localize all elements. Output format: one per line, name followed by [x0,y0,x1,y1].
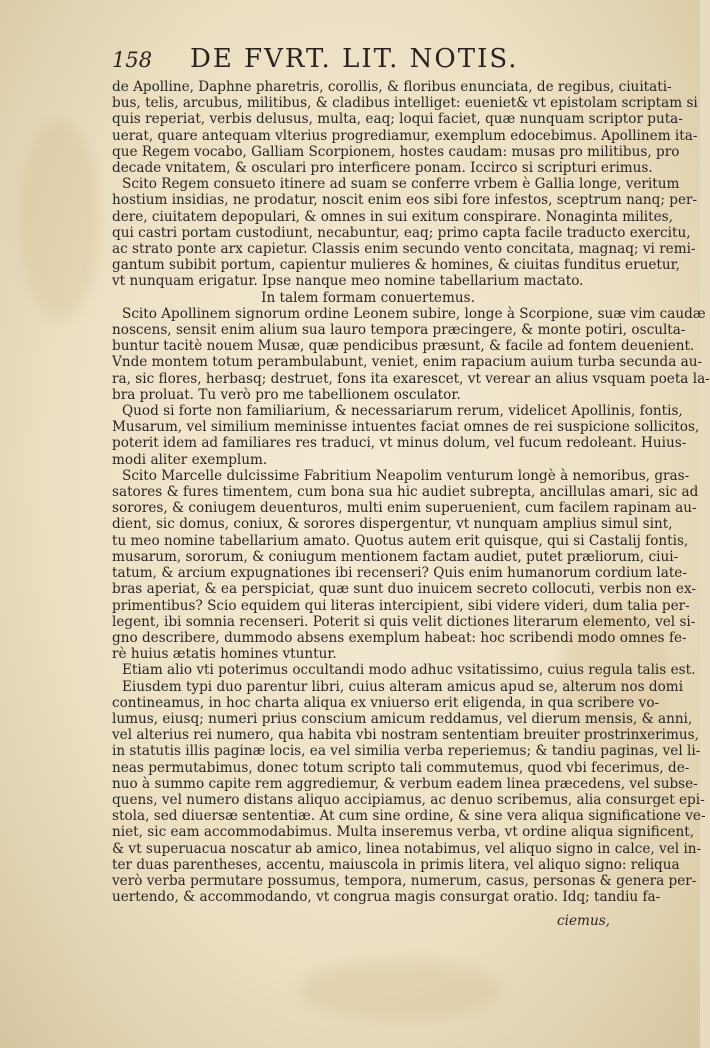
text-line: gantum subibit portum, capientur mulieres & homines, & ciuitas funditus eruetur, [112,257,680,274]
text-line: vt nunquam erigatur. Ipse nanque meo nomine tabellarium mactato. [112,273,584,290]
text-line: vel alterius rei numero, qua habita vbi nostram sententiam breuiter prostrinxerimus, [112,727,699,744]
text-line: ra, sic flores, herbasq; destruet, fons ita exarescet, vt verear an alius vsquam poeta la- [112,370,710,387]
text-line: stola, sed diuersæ sententiæ. At cum sine ordine, & sine vera aliqua significatione ve- [112,808,706,825]
text-line: de Apolline, Daphne pharetris, corollis, & floribus enunciata, de regibus, ciuitati- [112,79,672,95]
text-line: niet, sic eam accommodabimus. Multa inseremus verba, vt ordine aliqua significent, [112,824,695,841]
text-line: ac strato ponte arx capietur. Classis enim secundo vento concitata, magnaq; vi remi- [112,241,696,258]
text-line: Scito Apollinem signorum ordine Leonem subire, longe à Scorpione, suæ vim caudæ [122,305,706,322]
text-line: lumus, eiusq; numeri prius conscium amicum reddamus, vel dierum mensis, & anni, [112,710,693,727]
text-line: primentibus? Scio equidem qui literas intercipient, sibi videre videri, dum talia per- [112,597,690,614]
text-line: poterit idem ad familiares res traduci, vt minus dolum, vel fucum redoleant. Huius- [112,435,687,452]
text-line: quis reperiat, verbis delusus, multa, eaq; loqui faciet, quæ nunquam scriptor puta- [112,111,683,128]
text-line: nuo à summo capite rem aggrediemur, & verbum eadem linea præcedens, vel subse- [112,775,698,792]
text-line: qui castri portam custodiunt, necabuntur, eaq; primo capta facile traducto exercitu, [112,224,691,241]
text-line: ter duas parentheses, accentu, maiuscola in primis litera, vel aliquo signo: reliqua [112,856,680,873]
text-line: in statutis illis paginæ locis, ea vel similia verba reperiemus; & tandiu paginas, vel li- [112,743,701,760]
text-line: dere, ciuitatem depopulari, & omnes in sui exitum conspirare. Nonaginta milites, [112,208,673,225]
running-title: DE FVRT. LIT. NOTIS. [190,44,519,74]
text-line: uerat, quare antequam vlterius progrediamur, exemplum edocebimus. Apollinem ita- [112,127,698,144]
text-line: satores & fures timentem, cum bona sua hic audiet subrepta, ancillulas amari, sic ad [112,484,699,501]
paper-stain [300,960,500,1020]
text-line: bus, telis, arcubus, militibus, & cladibus intelliget: eueniet& vt epistolam scriptam si [112,95,698,112]
text-line: tu meo nomine tabellarium amato. Quotus autem erit quisque, qui si Castalij fontis, [112,532,689,549]
text-line: decade vnitatem, & osculari pro interficere ponam. Iccirco si scripturi erimus. [112,160,653,177]
text-line: rè huius ætatis homines vtuntur. [112,646,337,663]
text-line: bra proluat. Tu verò pro me tabellionem osculator. [112,386,461,403]
text-line: uertendo, & accommodando, vt congrua magis consurgat oratio. Idq; tandiu fa- [112,889,661,906]
text-line: bras aperiat, & ea perspiciat, quæ sunt duo inuicem secreto collocuti, verbis non ex- [112,581,696,598]
text-line: Etiam alio vti poterimus occultandi modo adhuc vsitatissimo, cuius regula talis est. [122,662,696,679]
text-line: quens, vel numero distans aliquo accipiamus, ac denuo scribemus, alia consurget epi- [112,791,705,808]
page-header [112,44,592,78]
text-line: musarum, sororum, & coniugum mentionem factam audiet, putet præliorum, ciui- [112,548,679,565]
text-line: gno describere, dummodo absens exemplum habeat: hoc scribendi modo omnes fe- [112,629,687,646]
text-line: Scito Marcelle dulcissime Fabritium Neapolim venturum longè à nemoribus, gras- [122,467,690,484]
text-line: Eiusdem typi duo parentur libri, cuius alteram amicus apud se, alterum nos domi [122,678,684,695]
text-line: Musarum, vel similium meminisse intuentes faciat omnes de rei suspicione sollicitos, [112,419,700,436]
body-text [112,79,710,906]
text-line: Scito Regem consueto itinere ad suam se conferre vrbem è Gallia longe, veritum [122,176,680,193]
section-heading: In talem formam conuertemus. [261,289,475,306]
text-line: Quod si forte non familiarium, & necessariarum rerum, videlicet Apollinis, fontis, [122,403,683,420]
text-line: buntur tacitè nouem Musæ, quæ pendicibus præsunt, & facile ad fontem deuenient. [112,338,695,355]
text-line: Vnde montem totum perambulabunt, veniet, enim rapacium auium turba secunda au- [112,354,703,371]
text-line: legent, ibi somnia recenseri. Poterit si quis velit dictiones literarum elemento, vel si- [112,613,696,630]
text-line: verò verba permutare possumus, tempora, numerum, casus, personas & genera per- [112,872,697,889]
text-line: noscens, sensit enim alium sua lauro tempora præcingere, & monte potiri, osculta- [112,322,686,339]
text-line: que Regem vocabo, Galliam Scorpionem, hostes caudam: musas pro militibus, pro [112,143,680,160]
paper-stain [20,120,100,320]
text-line: hostium insidias, ne prodatur, noscit enim eos sibi fore infestos, sceptrum nanq; per- [112,192,698,209]
text-line: sorores, & coniugem deuenturos, multi enim superuenient, cum facilem rapinam au- [112,500,697,517]
text-line: modi aliter exemplum. [112,451,268,468]
text-line: dient, sic domus, coniux, & sorores dispergentur, vt nunquam amplius simul sint, [112,516,673,533]
text-line: & vt superuacua noscatur ab amico, linea notabimus, vel aliquo signo in calce, vel in- [112,840,702,857]
text-line: contineamus, in hoc charta aliqua ex vniuerso erit eligenda, in qua scribere vo- [112,694,660,711]
text-line: tatum, & arcium expugnationes ibi recenseri? Quis enim humanorum cordium late- [112,565,687,582]
catchword: ciemus, [557,913,610,929]
page-number: 158 [112,48,153,72]
text-line: neas permutabimus, donec totum scripto tali commutemus, quod vbi fecerimus, de- [112,759,690,776]
